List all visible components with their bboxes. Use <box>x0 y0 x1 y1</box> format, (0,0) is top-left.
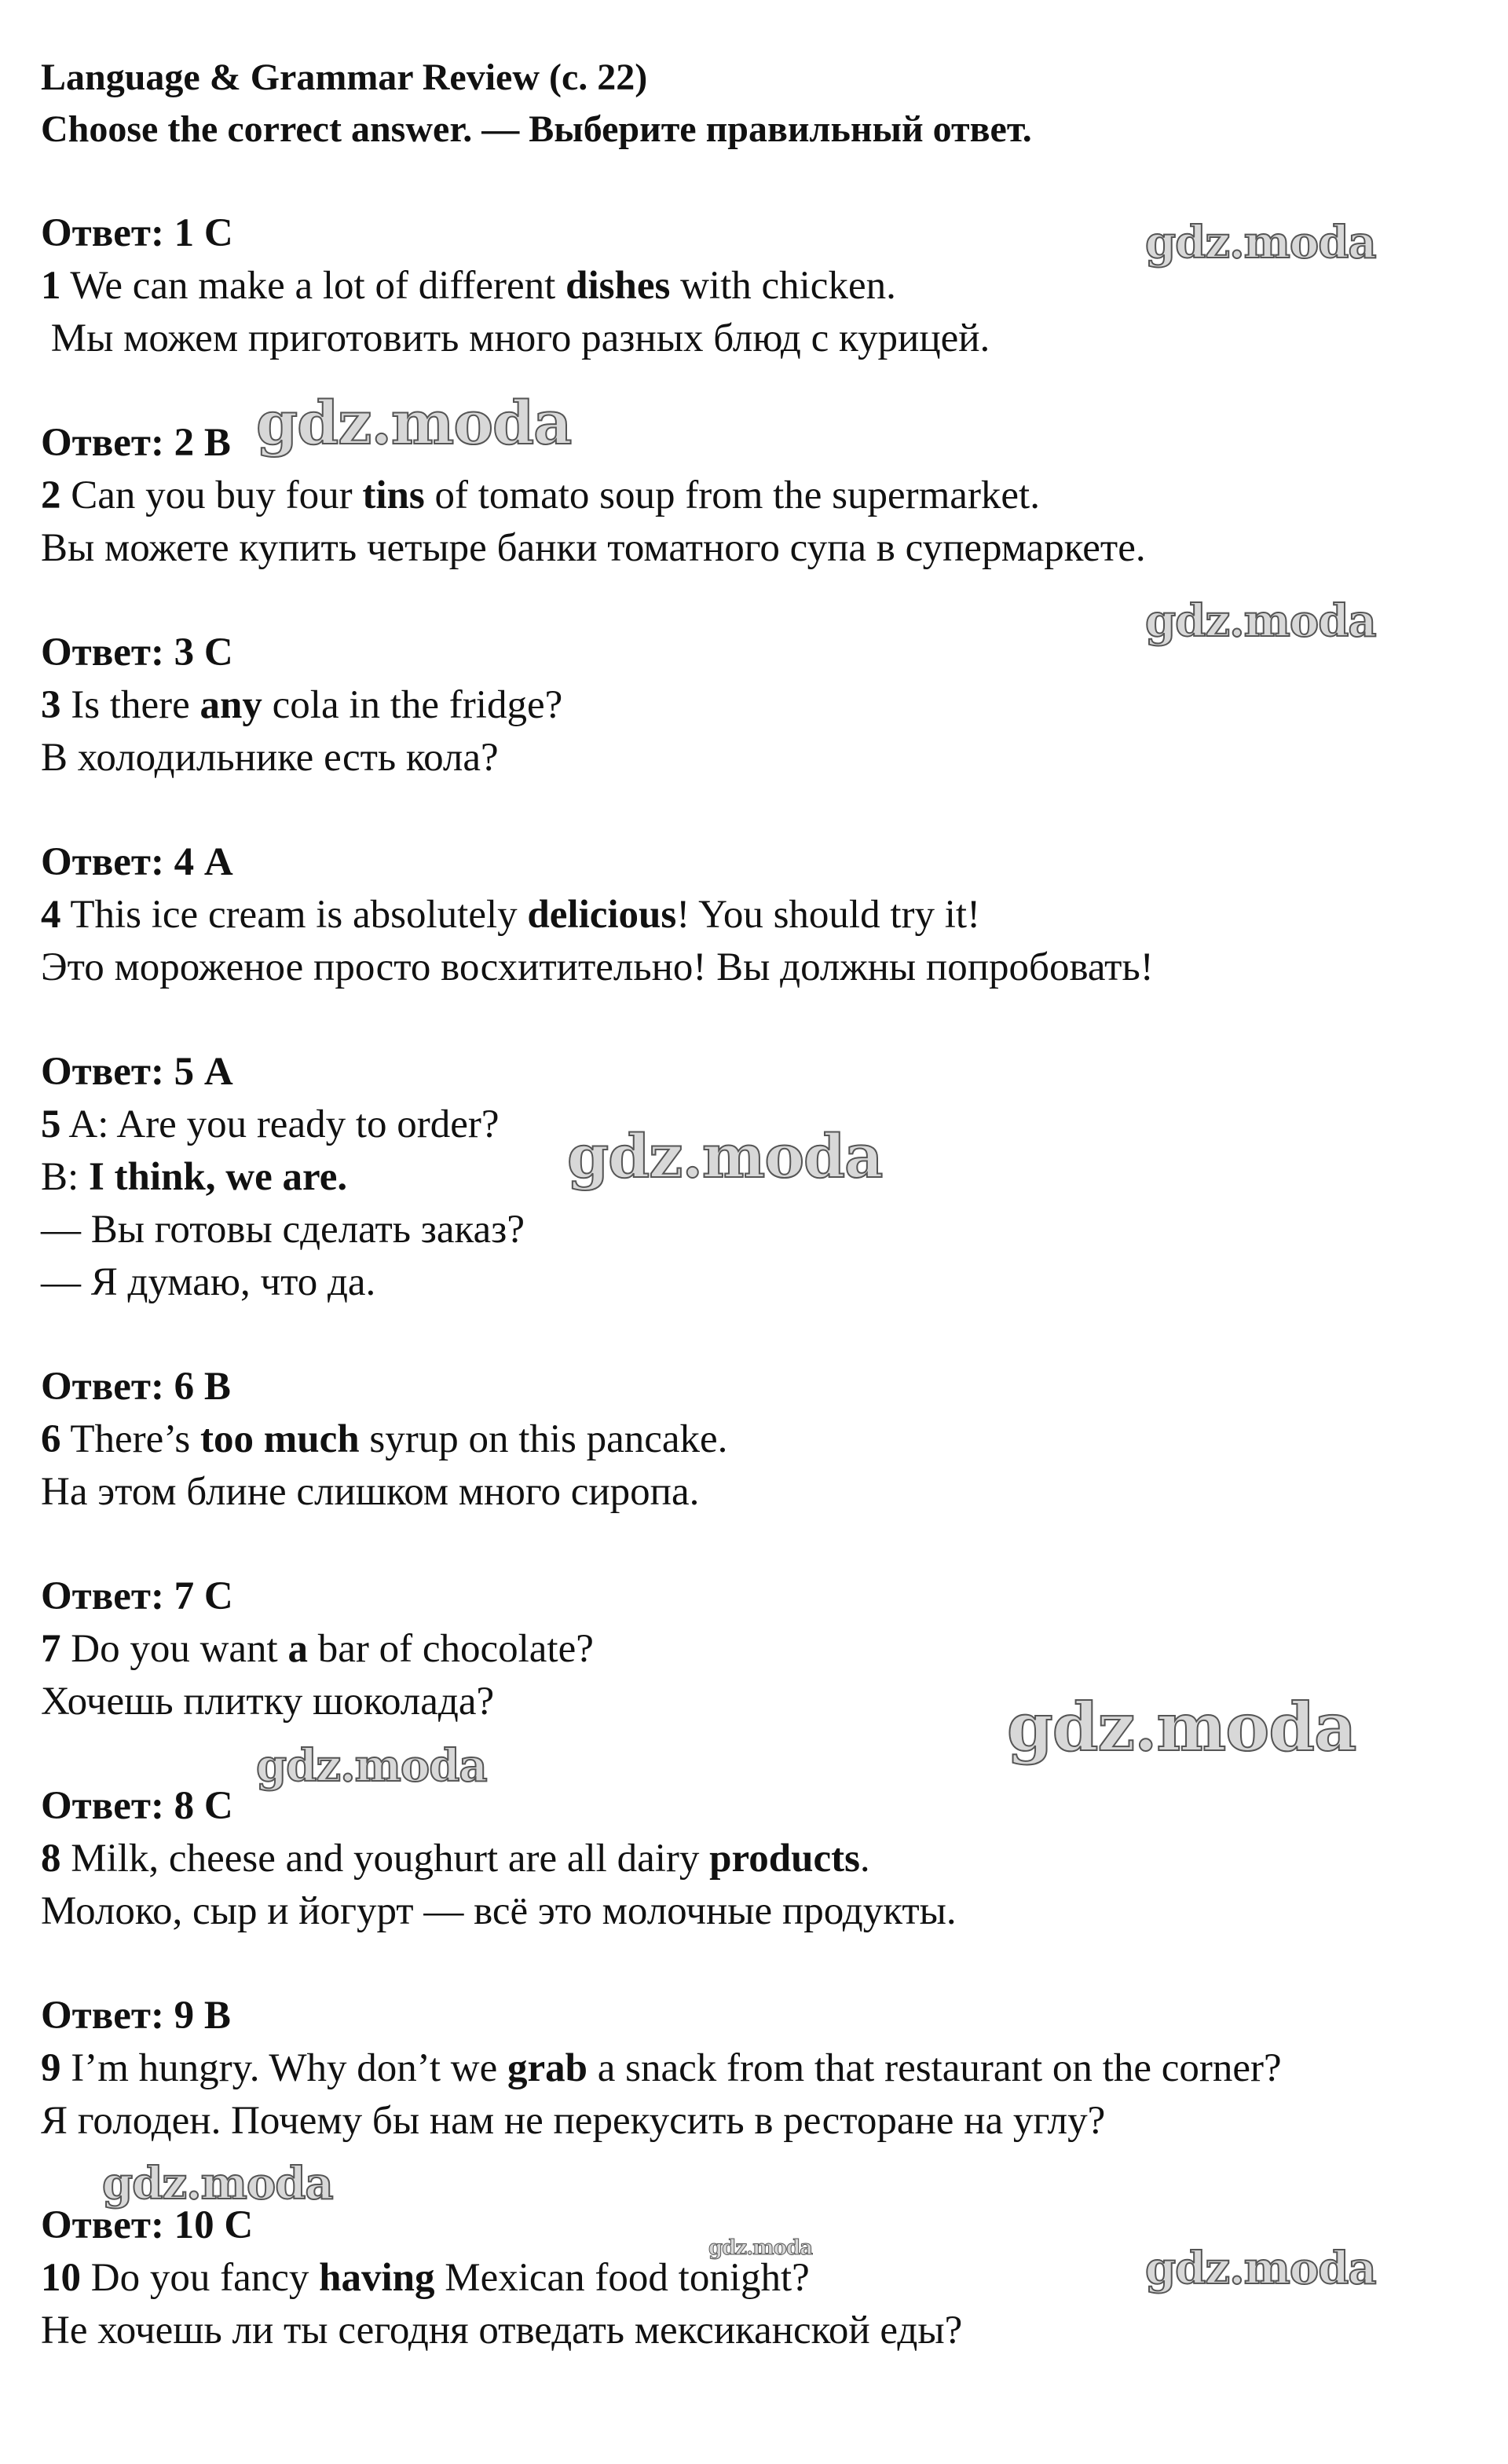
english-sentence: 7 Do you want a bar of chocolate? <box>41 1627 594 1671</box>
answer-word: delicious <box>527 893 677 937</box>
answer-word: I think, we are. <box>88 1155 348 1199</box>
answer-item-3 <box>41 627 1470 784</box>
answer-label: Ответ: 3 C <box>41 631 233 674</box>
answer-label: Ответ: 2 B <box>41 421 231 465</box>
document-page <box>41 52 1470 2357</box>
russian-translation: Хочешь плитку шоколада? <box>41 1680 495 1724</box>
answer-item-4 <box>41 836 1470 994</box>
english-sentence: 8 Milk, cheese and youghurt are all dairy products. <box>41 1837 870 1881</box>
watermark: gdz.moda <box>102 2158 333 2210</box>
answer-word: a <box>287 1627 308 1671</box>
russian-translation: Я голоден. Почему бы нам не перекусить в ресторане на углу? <box>41 2099 1106 2143</box>
watermark: gdz.moda <box>1145 2243 1376 2294</box>
answer-label: Ответ: 4 A <box>41 840 233 884</box>
english-sentence: 10 Do you fancy having Mexican food tonight? <box>41 2256 810 2300</box>
russian-translation: В холодильнике есть кола? <box>41 736 499 780</box>
answer-label: Ответ: 9 B <box>41 1994 231 2038</box>
answer-item-9 <box>41 1990 1470 2148</box>
russian-translation: Молоко, сыр и йогурт — всё это молочные продукты. <box>41 1889 957 1933</box>
english-reply: B: I think, we are. <box>41 1155 348 1199</box>
watermark: gdz.moda <box>567 1121 883 1191</box>
russian-translation-reply: — Я думаю, что да. <box>41 1260 376 1304</box>
russian-translation: Не хочешь ли ты сегодня отведать мексиканской еды? <box>41 2309 963 2352</box>
answer-label: Ответ: 1 C <box>41 211 233 255</box>
answer-word: tins <box>362 473 425 517</box>
answer-label: Ответ: 5 A <box>41 1050 233 1094</box>
english-sentence: 6 There’s too much syrup on this pancake. <box>41 1417 728 1461</box>
answer-word: too much <box>200 1417 360 1461</box>
english-sentence: 1 We can make a lot of different dishes with chicken. <box>41 264 896 308</box>
russian-translation: Это мороженое просто восхитительно! Вы должны попробовать! <box>41 945 1154 989</box>
russian-translation: На этом блине слишком много сиропа. <box>41 1470 700 1514</box>
answer-word: dishes <box>566 264 671 308</box>
answer-label: Ответ: 10 C <box>41 2203 254 2247</box>
answer-item-6 <box>41 1361 1470 1519</box>
answer-item-2 <box>41 417 1470 575</box>
watermark: gdz.moda <box>1007 1688 1356 1766</box>
answer-label: Ответ: 6 B <box>41 1365 231 1409</box>
page-title: Language & Grammar Review (c. 22) <box>41 57 648 98</box>
watermark: gdz.moda <box>256 1740 487 1792</box>
russian-translation: — Вы готовы сделать заказ? <box>41 1208 525 1252</box>
english-sentence: 4 This ice cream is absolutely delicious! You should try it! <box>41 893 981 937</box>
english-sentence: 5 A: Are you ready to order? <box>41 1102 500 1146</box>
watermark: gdz.moda <box>708 2236 813 2260</box>
watermark: gdz.moda <box>256 388 572 458</box>
english-sentence: 2 Can you buy four tins of tomato soup from the supermarket. <box>41 473 1040 517</box>
answer-label: Ответ: 8 C <box>41 1784 233 1828</box>
russian-translation: Вы можете купить четыре банки томатного супа в супермаркете. <box>41 526 1146 570</box>
answer-word: products <box>709 1837 860 1881</box>
answer-item-8 <box>41 1780 1470 1938</box>
answer-word: having <box>319 2256 435 2300</box>
english-sentence: 3 Is there any cola in the fridge? <box>41 683 563 727</box>
watermark: gdz.moda <box>1145 217 1376 269</box>
watermark: gdz.moda <box>1145 595 1376 647</box>
english-sentence: 9 I’m hungry. Why don’t we grab a snack from that restaurant on the corner? <box>41 2046 1282 2090</box>
answer-label: Ответ: 7 C <box>41 1574 233 1618</box>
russian-translation: Мы можем приготовить много разных блюд с курицей. <box>41 316 990 360</box>
page-subtitle: Choose the correct answer. — Выберите правильный ответ. <box>41 108 1032 150</box>
answer-word: any <box>199 683 262 727</box>
answer-word: grab <box>507 2046 587 2090</box>
